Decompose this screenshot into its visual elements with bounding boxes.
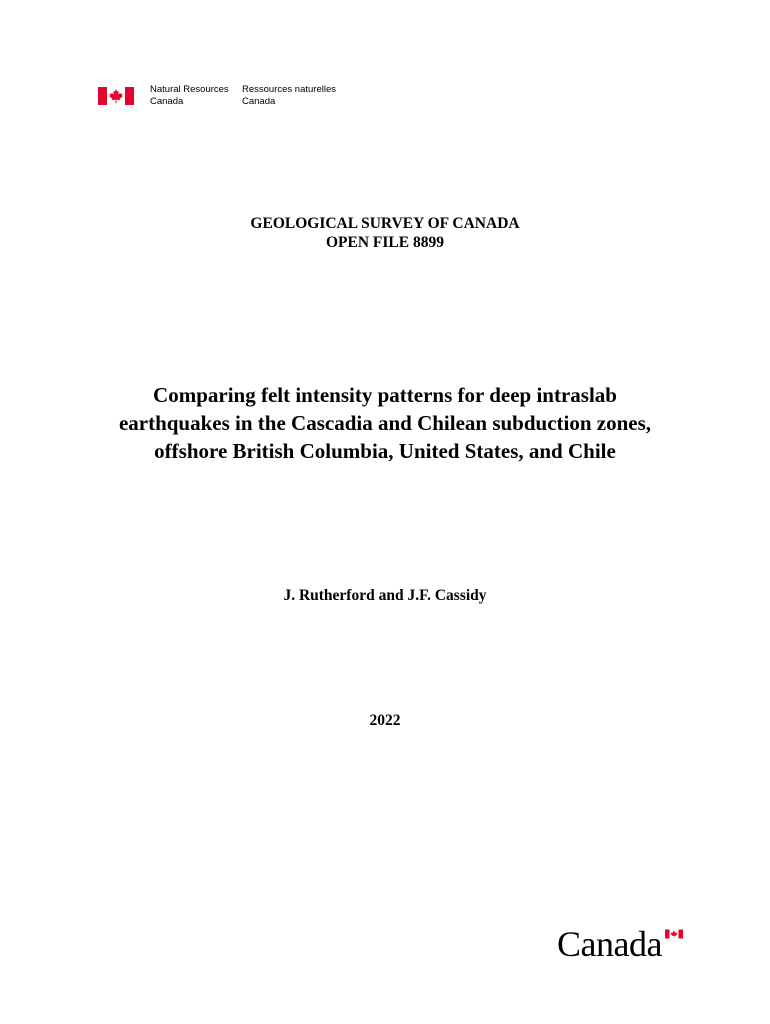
wordmark-text: Canada: [557, 924, 662, 964]
title-line1: Comparing felt intensity patterns for deep intraslab: [153, 383, 617, 407]
series-line1: GEOLOGICAL SURVEY OF CANADA: [250, 215, 520, 232]
series-heading: [0, 214, 770, 252]
publication-year: 2022: [369, 712, 401, 729]
canada-wordmark: [557, 926, 687, 966]
canada-flag-icon: [98, 87, 134, 105]
canada-wordmark-flag-icon: [665, 929, 683, 939]
document-title: [60, 381, 710, 465]
department-en-line1: Natural Resources: [150, 84, 229, 95]
department-fr-line2: Canada: [242, 96, 276, 107]
department-en-line2: Canada: [150, 96, 184, 107]
series-line2: OPEN FILE 8899: [326, 234, 444, 251]
department-name-english: [150, 84, 229, 108]
authors: J. Rutherford and J.F. Cassidy: [283, 587, 487, 604]
title-line3: offshore British Columbia, United States, and Chile: [154, 439, 616, 463]
department-fr-line1: Ressources naturelles: [242, 84, 336, 95]
title-line2: earthquakes in the Cascadia and Chilean subduction zones,: [118, 411, 652, 435]
department-name-french: [242, 84, 336, 108]
